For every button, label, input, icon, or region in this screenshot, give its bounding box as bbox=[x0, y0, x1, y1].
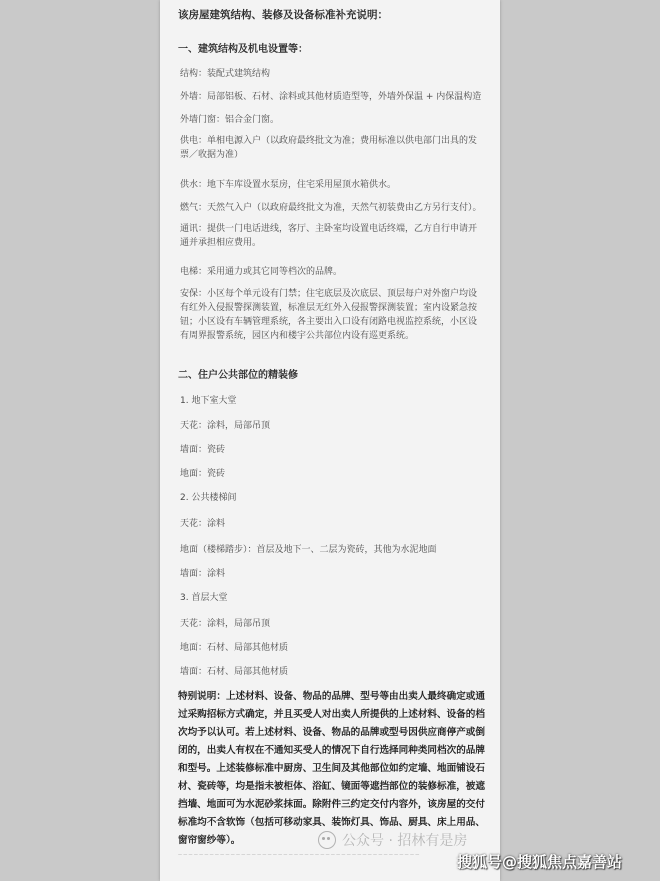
power-supply-item: 供电：单相电源入户（以政府最终批文为准；费用标准以供电部门出具的发票／收据为准） bbox=[180, 136, 478, 160]
ground-lobby-heading: 3. 首层大堂 bbox=[180, 593, 228, 603]
structure-item: 结构：装配式建筑结构 bbox=[180, 69, 271, 79]
wechat-watermark-text: 公众号 · 招林有是房 bbox=[342, 833, 468, 849]
basement-ceiling-item: 天花：涂料，局部吊顶 bbox=[180, 421, 271, 431]
section-2-heading: 二、住户公共部位的精装修 bbox=[178, 370, 298, 381]
exterior-wall-item: 外墙：局部铝板、石材、涂料或其他材质造型等，外墙外保温 + 内保温构造 bbox=[180, 92, 482, 102]
section-1-heading: 一、建筑结构及机电设置等： bbox=[178, 44, 308, 55]
ground-lobby-wall-item: 墙面：石材、局部其他材质 bbox=[180, 667, 289, 677]
document-title: 该房屋建筑结构、装修及设备标准补充说明： bbox=[178, 9, 388, 21]
sohu-watermark: 搜狐号@搜狐焦点嘉善站 bbox=[457, 853, 623, 871]
stairwell-wall-item: 墙面：涂料 bbox=[180, 569, 226, 579]
gas-item: 燃气：天然气入户（以政府最终批文为准，天然气初装费由乙方另行支付）。 bbox=[180, 203, 482, 213]
stairwell-floor-item: 地面（楼梯踏步）：首层及地下一、二层为瓷砖，其他为水泥地面 bbox=[180, 545, 437, 555]
elevator-item: 电梯：采用通力或其它同等档次的品牌。 bbox=[180, 267, 343, 277]
special-note: 特别说明：上述材料、设备、物品的品牌、型号等由出卖人最终确定或通过采购招标方式确定，并且买受人对出卖人所提供的上述材料、设备的档次均予以认可。若上述材料、设备、物品的品牌或型号因供应商停产或倒闭的，出卖人有权在不通知买受人的情况下自行选择同种类同档次的品牌和型号。上述装修标准中厨房、卫生间及其他部位如约定墙、地面铺设石材、瓷砖等，均是指未被柜体、浴缸、镜面等遮挡部位的装修标准，被遮挡墙、地面可为水泥砂浆抹面。除附件三约定交付内容外，该房屋的交付标准均不含软饰（包括可移动家具、装饰灯具、饰品、厨具、床上用品、窗帘窗纱等）。 bbox=[178, 691, 485, 846]
basement-floor-item: 地面：瓷砖 bbox=[180, 469, 226, 479]
water-supply-item: 供水：地下车库设置水泵房，住宅采用屋顶水箱供水。 bbox=[180, 180, 397, 190]
wechat-watermark bbox=[318, 830, 467, 850]
ground-lobby-floor-item: 地面：石材、局部其他材质 bbox=[180, 643, 289, 653]
basement-lobby-heading: 1. 地下室大堂 bbox=[180, 396, 237, 406]
ground-lobby-ceiling-item: 天花：涂料，局部吊顶 bbox=[180, 619, 271, 629]
document-footnote: — — — — — — — — — — — — — — — — — — — — — — — — — — — — — — — — — — — — — — — — — — — — — — bbox=[178, 852, 420, 857]
stairwell-ceiling-item: 天花：涂料 bbox=[180, 519, 226, 529]
exterior-window-item: 外墙门窗：铝合金门窗。 bbox=[180, 115, 280, 125]
basement-wall-item: 墙面：瓷砖 bbox=[180, 445, 226, 455]
wechat-icon bbox=[318, 831, 336, 849]
document-page bbox=[160, 0, 500, 881]
security-item: 安保：小区每个单元设有门禁；住宅底层及次底层、顶层每户对外窗户均设有红外入侵报警探测装置，标准层无红外入侵报警探测装置；室内设紧急按钮；小区设有车辆管理系统，各主要出入口设有闭路电视监控系统，小区设有周界报警系统，园区内和楼宇公共部位内设有巡更系统。 bbox=[180, 289, 478, 341]
telecom-item: 通讯：提供一门电话进线，客厅、主卧室均设置电话终端，乙方自行申请开通并承担相应费用。 bbox=[180, 224, 478, 248]
stairwell-heading: 2. 公共楼梯间 bbox=[180, 493, 237, 503]
